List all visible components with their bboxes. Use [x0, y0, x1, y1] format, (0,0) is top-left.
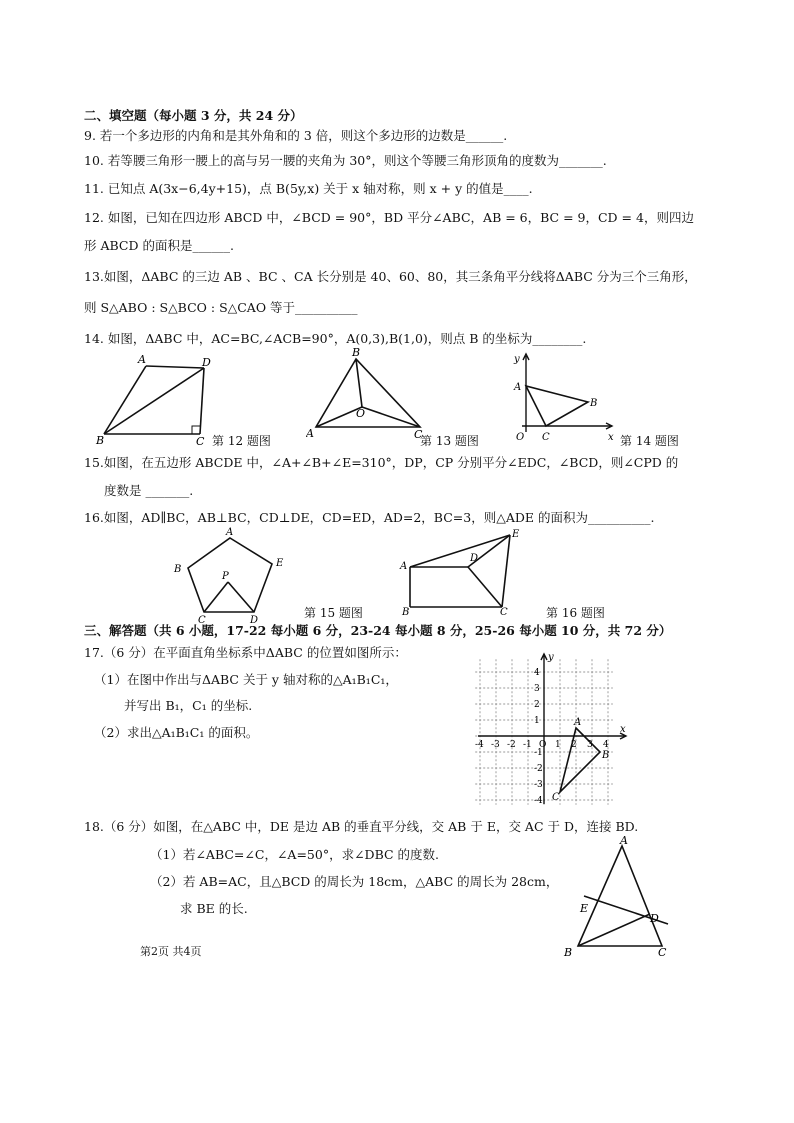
fig18-label-d: D [650, 912, 659, 925]
fig17-label-y: y [548, 652, 554, 663]
fig12-edge-dc [200, 368, 204, 434]
question-18-part1: （1）若∠ABC=∠C，∠A=50°，求∠DBC 的度数. [150, 847, 440, 862]
caption-fig16: 第 16 题图 [546, 606, 605, 620]
grid-tick-x: 2 [571, 740, 577, 750]
fig18-label-c: C [658, 946, 667, 959]
fig12-edge-ba [104, 366, 146, 434]
fig14-label-y: y [514, 354, 520, 365]
grid-tick-y: 1 [534, 716, 540, 726]
grid-tick-y: 3 [534, 684, 540, 694]
caption-fig12: 第 12 题图 [212, 434, 271, 448]
fig13-triangle-abc [316, 359, 420, 427]
fig15-label-e: E [276, 558, 284, 569]
fig18-label-e: E [580, 902, 589, 915]
grid-tick-y: -1 [534, 748, 543, 758]
question-13-line1: 13.如图，ΔABC 的三边 AB 、BC 、CA 长分别是 40、60、80，其三条角平分线将ΔABC 分为三个三角形， [84, 269, 697, 284]
fig16-label-d: D [470, 553, 479, 564]
fig18-label-b: B [564, 946, 573, 959]
grid-tick-x: -1 [523, 740, 532, 750]
question-11: 11. 已知点 A(3x−6,4y+15)，点 B(5y,x) 关于 x 轴对称，则 x + y 的值是____. [84, 181, 533, 196]
question-15-line2: 度数是 _______. [104, 483, 194, 498]
caption-fig13: 第 13 题图 [420, 434, 479, 448]
question-12-line1: 12. 如图，已知在四边形 ABCD 中，∠BCD = 90°，BD 平分∠ABC，AB = 6，BC = 9，CD = 4，则四边 [84, 210, 694, 225]
fig13-label-a: A [306, 427, 314, 440]
page-footer: 第2页 共4页 [140, 945, 202, 958]
section2-heading: 二、填空题（每小题 3 分，共 24 分） [84, 108, 303, 123]
section3-heading: 三、解答题（共 6 小题，17-22 每小题 6 分，23-24 每小题 8 分，25-26 每小题 10 分，共 72 分） [84, 623, 672, 638]
fig17-label-x: x [620, 724, 626, 735]
grid-tick-x: -2 [507, 740, 516, 750]
fig15-label-d: D [250, 615, 259, 626]
figure-12 [92, 352, 212, 446]
question-14: 14. 如图，ΔABC 中，AC=BC,∠ACB=90°，A(0,3),B(1,0)，则点 B 的坐标为________. [84, 331, 587, 346]
caption-fig15: 第 15 题图 [304, 606, 363, 620]
figure-18 [556, 834, 676, 960]
question-17-intro: 17.（6 分）在平面直角坐标系中ΔABC 的位置如图所示： [84, 645, 407, 660]
grid-tick-x: O [539, 740, 547, 750]
fig16-label-c: C [500, 607, 508, 617]
fig15-pentagon [188, 538, 272, 612]
question-15-line1: 15.如图，在五边形 ABCDE 中，∠A+∠B+∠E=310°，DP，CP 分别平分∠EDC，∠BCD，则∠CPD 的 [84, 455, 679, 470]
question-9: 9. 若一个多边形的内角和是其外角和的 3 倍，则这个多边形的边数是______. [84, 128, 508, 143]
grid-tick-x: -4 [475, 740, 484, 750]
fig17-label-c: C [552, 792, 560, 803]
fig12-right-angle-mark [192, 426, 200, 434]
question-13-line2: 则 S△ABO : S△BCO : S△CAO 等于__________ [84, 300, 358, 315]
fig14-label-b: B [590, 398, 598, 409]
fig16-label-b: B [402, 607, 410, 617]
fig18-segment-bd [578, 914, 650, 946]
fig16-label-e: E [512, 529, 520, 540]
grid-tick-y: 4 [534, 668, 540, 678]
fig18-triangle-abc [578, 846, 662, 946]
fig15-label-a: A [226, 527, 234, 538]
fig16-edge-ae [410, 535, 510, 567]
fig13-label-b: B [352, 346, 361, 359]
fig12-label-a: A [138, 353, 146, 366]
fig15-label-c: C [198, 615, 206, 626]
fig15-bisector-dp [228, 582, 254, 612]
fig13-label-o: O [356, 407, 366, 420]
fig12-label-d: D [202, 356, 211, 369]
fig15-bisector-cp [204, 582, 228, 612]
grid-tick-x: -3 [491, 740, 500, 750]
question-17-part1: （1）在图中作出与ΔABC 关于 y 轴对称的△A₁B₁C₁， [94, 672, 398, 687]
grid-tick-y: 2 [534, 700, 540, 710]
figure-14 [508, 348, 618, 446]
question-18-part2b: 求 BE 的长. [180, 901, 248, 916]
fig13-bisector-b [356, 359, 362, 407]
grid-tick-x: 3 [587, 740, 593, 750]
figure-13 [306, 345, 430, 443]
grid-tick-x: 4 [603, 740, 609, 750]
fig12-diagonal-bd [104, 368, 204, 434]
fig14-triangle-abc [526, 386, 588, 426]
question-17-part2: （2）求出△A₁B₁C₁ 的面积。 [94, 725, 259, 740]
fig15-label-p: P [222, 571, 229, 582]
figure-15 [170, 526, 300, 626]
grid-tick-y: -2 [534, 764, 543, 774]
fig12-label-c: C [196, 435, 205, 446]
question-12-line2: 形 ABCD 的面积是______. [84, 238, 234, 253]
fig14-label-x: x [608, 432, 614, 443]
question-10: 10. 若等腰三角形一腰上的高与另一腰的夹角为 30°，则这个等腰三角形顶角的度数为_______. [84, 153, 607, 168]
grid-tick-y: -4 [534, 796, 543, 806]
question-18-part2: （2）若 AB=AC，且△BCD 的周长为 18cm，△ABC 的周长为 28cm， [150, 874, 559, 889]
fig16-label-a: A [400, 561, 408, 572]
figure-16 [398, 525, 528, 617]
question-17-part1b: 并写出 B₁，C₁ 的坐标. [124, 698, 253, 713]
grid-tick-x: 1 [555, 740, 561, 750]
caption-fig14: 第 14 题图 [620, 434, 679, 448]
fig13-label-c: C [414, 428, 423, 441]
grid-tick-y: -3 [534, 780, 543, 790]
fig12-edge-ad [146, 366, 204, 368]
fig14-label-c: C [542, 432, 550, 443]
figure-17-grid [468, 648, 634, 810]
fig17-label-b: B [602, 750, 610, 761]
fig18-label-a: A [620, 834, 628, 847]
fig14-label-origin: O [516, 432, 525, 443]
fig16-edge-dc [468, 567, 502, 607]
question-18-intro: 18.（6 分）如图，在△ABC 中，DE 是边 AB 的垂直平分线，交 AB 于 E，交 AC 于 D，连接 BD. [84, 819, 639, 834]
fig12-label-b: B [96, 434, 105, 446]
fig17-label-a: A [574, 717, 582, 728]
fig14-label-a: A [514, 382, 522, 393]
fig15-label-b: B [174, 564, 182, 575]
fig17-triangle-abc [560, 728, 600, 792]
question-16: 16.如图，AD∥BC，AB⊥BC，CD⊥DE，CD=ED，AD=2，BC=3，则△ADE 的面积为__________. [84, 510, 655, 525]
fig16-edge-ec [502, 535, 510, 607]
